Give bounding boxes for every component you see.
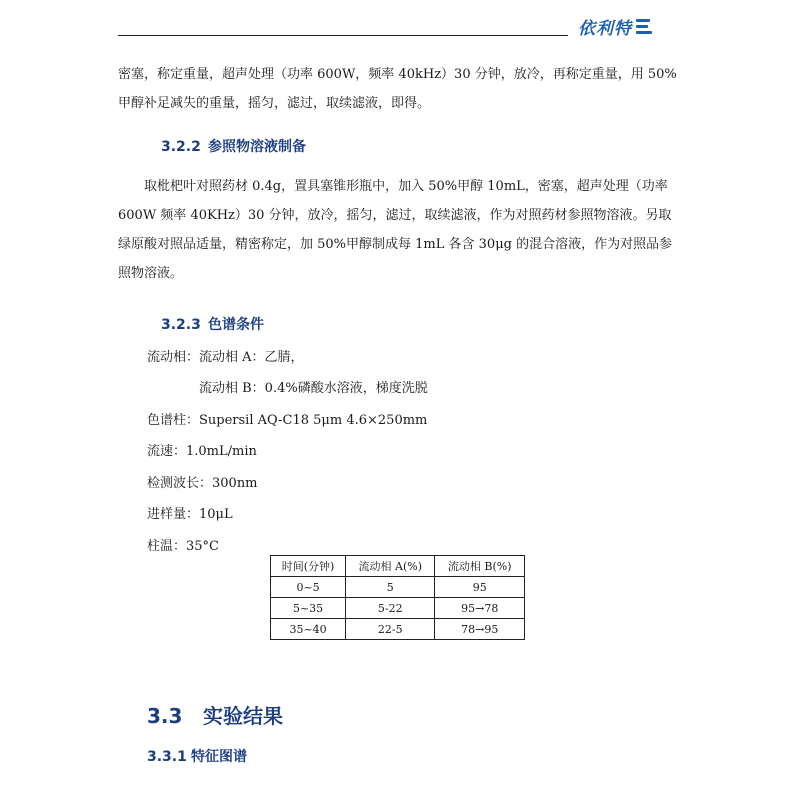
section-heading-3-2-3 (161, 314, 264, 334)
column-info: 色谱柱：Supersil AQ-C18 5μm 4.6×250mm (147, 413, 428, 428)
section-number: 3.2.3 (161, 317, 201, 333)
section-number: 3.2.2 (161, 139, 201, 155)
table-cell: 35~40 (271, 619, 346, 640)
mobile-phase-b: 流动相 B：0.4%磷酸水溶液，梯度洗脱 (199, 381, 428, 396)
paragraph-sample-prep-end: 密塞，称定重量，超声处理（功率 600W，频率 40kHz）30 分钟，放冷，再称定重量，用 50%甲醇补足减失的重量，摇匀，滤过，取续滤液，即得。 (118, 67, 677, 111)
column-temperature: 柱温：35°C (147, 539, 219, 554)
table-header-row (271, 556, 525, 577)
section-title: 色谱条件 (208, 317, 264, 333)
section-title: 特征图谱 (191, 749, 247, 765)
table-cell: 5 (346, 577, 435, 598)
gradient-table (270, 555, 525, 640)
section-number: 3.3 (147, 704, 183, 728)
paragraph-reference-solution: 取枇杷叶对照药材 0.4g，置具塞锥形瓶中，加入 50%甲醇 10mL，密塞，超声处理（功率 600W 频率 40KHz）30 分钟，放冷，摇匀，滤过，取续滤液，作为对照药材参照物溶液。另取绿原酸对照品适量，精密称定，加 50%甲醇制成每 1mL 各含 30μg 的混合溶液，作为对照品参照物溶液。 (118, 179, 673, 281)
table-header-cell: 流动相 B(%) (435, 556, 525, 577)
section-heading-3-3 (147, 700, 283, 729)
table-cell: 95→78 (435, 598, 525, 619)
section-title: 实验结果 (203, 704, 283, 728)
section-heading-3-2-2 (161, 136, 306, 156)
table-cell: 95 (435, 577, 525, 598)
injection-volume: 进样量：10μL (147, 507, 233, 522)
company-logo (578, 13, 652, 39)
table-cell: 5-22 (346, 598, 435, 619)
table-row (271, 598, 525, 619)
header-rule (118, 35, 568, 36)
table-row (271, 577, 525, 598)
section-title: 参照物溶液制备 (208, 139, 306, 155)
logo-text: 依利特 (578, 18, 632, 39)
table-header-cell: 时间(分钟) (271, 556, 346, 577)
section-heading-3-3-1 (147, 746, 247, 766)
detection-wavelength: 检测波长：300nm (147, 476, 258, 491)
table-header-cell: 流动相 A(%) (346, 556, 435, 577)
flow-rate: 流速：1.0mL/min (147, 444, 257, 459)
table-cell: 22-5 (346, 619, 435, 640)
table-cell: 0~5 (271, 577, 346, 598)
mobile-phase-a: 流动相：流动相 A：乙腈， (147, 350, 304, 365)
table-row (271, 619, 525, 640)
table-cell: 78→95 (435, 619, 525, 640)
logo-bars-icon (636, 19, 652, 34)
table-cell: 5~35 (271, 598, 346, 619)
section-number: 3.3.1 (147, 749, 187, 765)
